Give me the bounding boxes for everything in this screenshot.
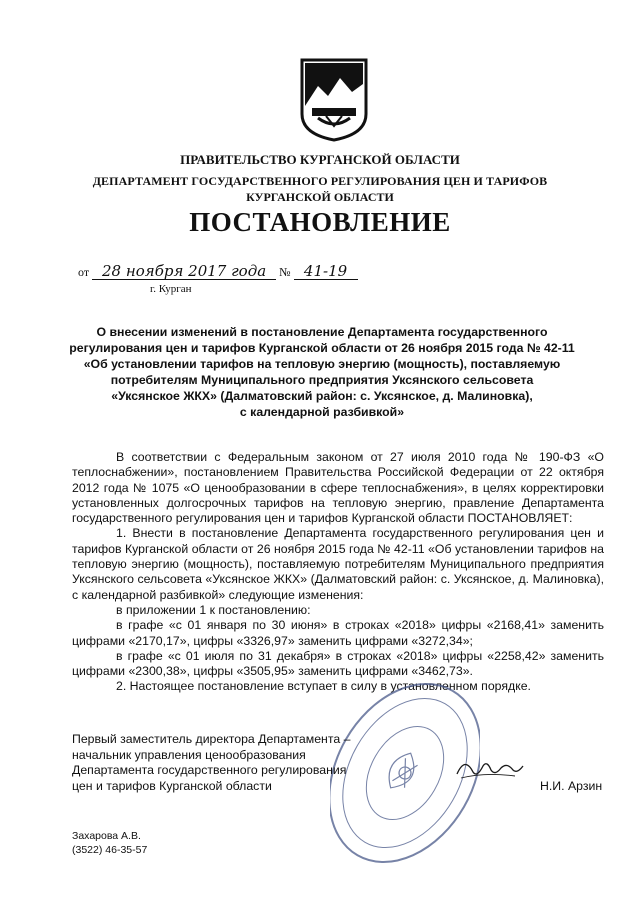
department-title-line2: КУРГАНСКОЙ ОБЛАСТИ bbox=[246, 190, 394, 204]
government-title: ПРАВИТЕЛЬСТВО КУРГАНСКОЙ ОБЛАСТИ bbox=[180, 152, 460, 167]
signatory-name: Н.И. Арзин bbox=[540, 779, 603, 793]
document-body bbox=[72, 450, 604, 695]
annex-paragraph: в приложении 1 к постановлению: bbox=[116, 602, 311, 617]
department-title-line1: ДЕПАРТАМЕНТ ГОСУДАРСТВЕННОГО РЕГУЛИРОВАНИЯ ЦЕН И ТАРИФОВ bbox=[92, 174, 548, 188]
date-number-line bbox=[78, 264, 358, 280]
subject-line: потребителям Муниципального предприятия Уксянского сельсовета bbox=[110, 373, 534, 387]
date-prefix: от bbox=[78, 265, 90, 279]
subject-line: О внесении изменений в постановление Департамента государственного bbox=[96, 325, 548, 339]
contact-block bbox=[72, 829, 147, 857]
contact-name: Захарова А.В. bbox=[72, 830, 141, 842]
coat-of-arms-emblem bbox=[298, 56, 370, 142]
subject-line: с календарной разбивкой» bbox=[239, 405, 405, 419]
position-line: цен и тарифов Курганской области bbox=[72, 778, 272, 793]
signatory-position bbox=[72, 732, 372, 794]
city-label: г. Курган bbox=[150, 283, 192, 295]
handwritten-date: 28 ноября 2017 года bbox=[92, 264, 276, 280]
item-2-paragraph: 2. Настоящее постановление вступает в силу в установленном порядке. bbox=[116, 679, 531, 694]
document-type-title: ПОСТАНОВЛЕНИЕ bbox=[189, 207, 451, 237]
position-line: Первый заместитель директора Департамента – bbox=[72, 732, 351, 746]
handwritten-number: 41-19 bbox=[294, 264, 358, 280]
subject-line: «Об установлении тарифов на тепловую энергию (мощность), поставляемую bbox=[83, 357, 561, 371]
change-1-paragraph: в графе «с 01 января по 30 июня» в строках «2018» цифры «2168,41» заменить цифрами «2170,17», цифры «3326,97» заменить цифрами «3272,34»; bbox=[72, 618, 604, 648]
subject-line: «Уксянское ЖКХ» (Далматовский район: с. Уксянское, д. Малиновка), bbox=[111, 389, 533, 403]
document-subject bbox=[60, 324, 584, 420]
change-2-paragraph: в графе «с 01 июля по 31 декабря» в строках «2018» цифры «2258,42» заменить цифрами «2300,38», цифры «3505,95» заменить цифрами «3462,73». bbox=[72, 648, 604, 679]
item-1-paragraph: 1. Внести в постановление Департамента государственного регулирования цен и тарифов Курганской области от 26 ноября 2015 года № 42-11 «Об установлении тарифов на тепловую энергию (мощность), поставляемую потребителям Муниципального предприятия Уксянского сельсовета «Уксянское ЖКХ» (Далматовский район: с. Уксянское, д. Малиновка), с календарной разбивкой» следующие изменения: bbox=[72, 526, 604, 602]
number-label: № bbox=[279, 265, 291, 279]
subject-line: регулирования цен и тарифов Курганской области от 26 ноября 2015 года № 42-11 bbox=[69, 341, 575, 355]
handwritten-signature bbox=[455, 752, 525, 782]
contact-phone: (3522) 46-35-57 bbox=[72, 844, 148, 856]
position-line: начальник управления ценообразования bbox=[72, 747, 306, 762]
position-line: Департамента государственного регулирования bbox=[72, 763, 347, 777]
intro-paragraph: В соответствии с Федеральным законом от 27 июля 2010 года № 190-ФЗ «О теплоснабжении», постановлением Правительства Российской Федерации от 22 октября 2012 года № 1075 «О ценообразовании в сфере теплоснабжения», в целях корректировки установленных долгосрочных тарифов на тепловую энергию, правление Департамента государственного регулирования цен и тарифов Курганской области ПОСТАНОВЛЯЕТ: bbox=[72, 450, 604, 526]
